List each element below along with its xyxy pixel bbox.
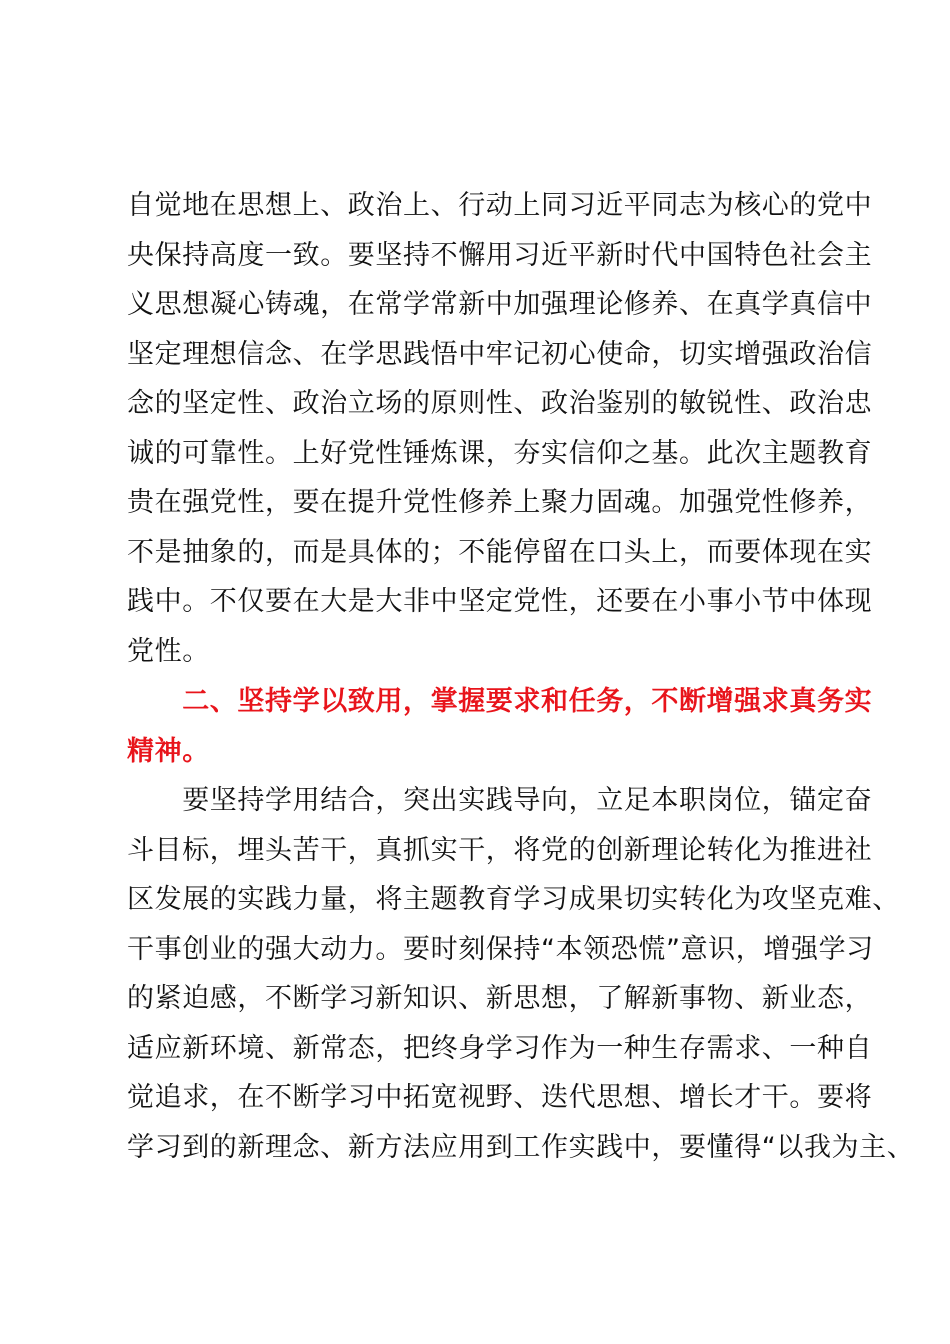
paragraph-line: 觉追求，在不断学习中拓宽视野、迭代思想、增长才干。要将 xyxy=(127,1082,873,1113)
paragraph-line: 干事创业的强大动力。要时刻保持“本领恐慌”意识，增强学习 xyxy=(127,933,874,965)
section-heading xyxy=(127,677,873,776)
paragraph-line: 念的坚定性、政治立场的原则性、政治鉴别的敏锐性、政治忠 xyxy=(127,388,873,419)
paragraph-line: 学习到的新理念、新方法应用到工作实践中，要懂得“以我为主、 xyxy=(127,1131,915,1163)
paragraph-line: 贵在强党性，要在提升党性修养上聚力固魂。加强党性修养， xyxy=(127,487,873,518)
paragraph-line: 区发展的实践力量，将主题教育学习成果切实转化为攻坚克难、 xyxy=(127,884,900,915)
paragraph-1 xyxy=(127,181,873,676)
paragraph-line: 自觉地在思想上、政治上、行动上同习近平同志为核心的党中 xyxy=(127,190,873,221)
paragraph-line: 坚定理想信念、在学思践悟中牢记初心使命，切实增强政治信 xyxy=(127,338,873,370)
paragraph-line: 适应新环境、新常态，把终身学习作为一种生存需求、一种自 xyxy=(127,1032,873,1064)
paragraph-2 xyxy=(127,776,915,1172)
paragraph-line: 义思想凝心铸魂，在常学常新中加强理论修养、在真学真信中 xyxy=(127,289,873,320)
paragraph-line: 诚的可靠性。上好党性锤炼课，夯实信仰之基。此次主题教育 xyxy=(127,437,873,469)
paragraph-line: 的紧迫感，不断学习新知识、新思想，了解新事物、新业态， xyxy=(127,983,873,1014)
paragraph-line: 践中。不仅要在大是大非中坚定党性，还要在小事小节中体现 xyxy=(127,586,873,617)
paragraph-line: 不是抽象的，而是具体的；不能停留在口头上，而要体现在实 xyxy=(127,536,873,568)
paragraph-line: 党性。 xyxy=(127,635,210,667)
heading-line: 二、坚持学以致用，掌握要求和任务，不断增强求真务实 xyxy=(127,686,873,717)
paragraph-line: 斗目标，埋头苦干，真抓实干，将党的创新理论转化为推进社 xyxy=(127,834,873,866)
paragraph-line: 央保持高度一致。要坚持不懈用习近平新时代中国特色社会主 xyxy=(127,239,873,271)
paragraph-line: 要坚持学用结合，突出实践导向，立足本职岗位，锚定奋 xyxy=(127,785,873,816)
heading-line: 精神。 xyxy=(127,735,210,767)
